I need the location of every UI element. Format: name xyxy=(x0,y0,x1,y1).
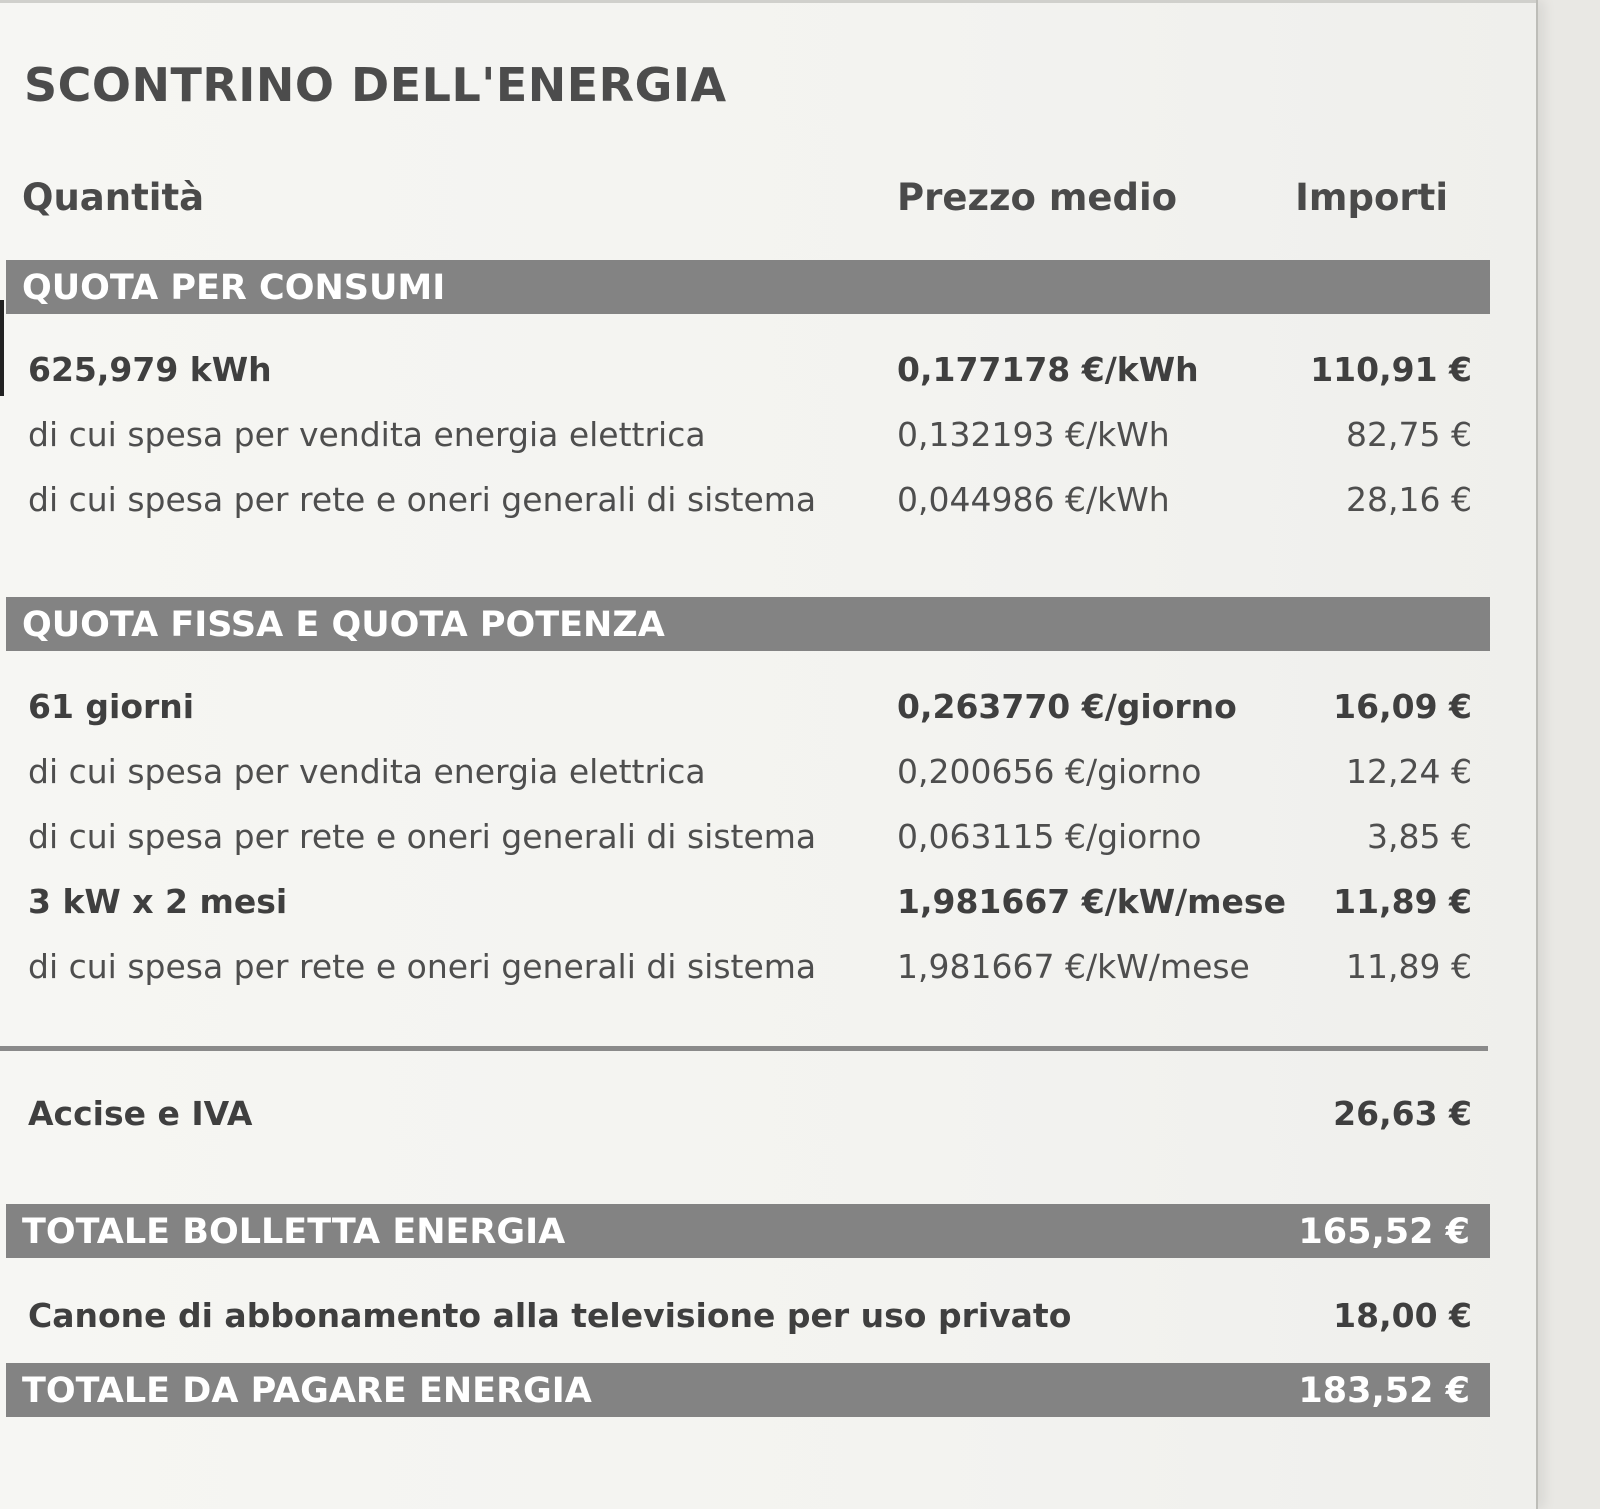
row-amount: 11,89 € xyxy=(1346,947,1472,986)
receipt-title: SCONTRINO DELL'ENERGIA xyxy=(24,58,727,112)
row-amount: 11,89 € xyxy=(1333,882,1472,921)
row-amount: 28,16 € xyxy=(1346,480,1472,519)
row-price: 1,981667 €/kW/mese xyxy=(897,882,1286,921)
column-header-price: Prezzo medio xyxy=(897,176,1178,219)
tv-fee-amount: 18,00 € xyxy=(1333,1296,1472,1335)
taxes-label: Accise e IVA xyxy=(28,1094,253,1133)
row-amount: 110,91 € xyxy=(1310,350,1472,389)
row-price: 0,200656 €/giorno xyxy=(897,752,1202,791)
table-row xyxy=(0,752,1536,802)
table-row xyxy=(0,947,1536,997)
row-label: di cui spesa per rete e oneri generali di sistema xyxy=(28,817,817,856)
taxes-amount: 26,63 € xyxy=(1333,1094,1472,1133)
row-price: 0,132193 €/kWh xyxy=(897,415,1170,454)
row-amount: 3,85 € xyxy=(1367,817,1472,856)
row-price: 0,063115 €/giorno xyxy=(897,817,1202,856)
tv-fee-label: Canone di abbonamento alla televisione per uso privato xyxy=(28,1296,1072,1335)
total-bill-bar xyxy=(6,1204,1490,1258)
total-due-amount: 183,52 € xyxy=(1298,1371,1470,1411)
total-bill-amount: 165,52 € xyxy=(1298,1212,1470,1252)
table-row xyxy=(0,817,1536,867)
total-due-bar xyxy=(6,1363,1490,1417)
row-amount: 12,24 € xyxy=(1346,752,1472,791)
row-amount: 82,75 € xyxy=(1346,415,1472,454)
row-price: 0,177178 €/kWh xyxy=(897,350,1199,389)
taxes-row xyxy=(0,1094,1536,1144)
row-label: di cui spesa per vendita energia elettrica xyxy=(28,752,706,791)
row-price: 0,044986 €/kWh xyxy=(897,480,1170,519)
section-bar-consumption xyxy=(6,260,1490,314)
section-title: QUOTA PER CONSUMI xyxy=(22,268,446,308)
column-header-quantity: Quantità xyxy=(22,176,205,219)
total-bill-label: TOTALE BOLLETTA ENERGIA xyxy=(22,1212,566,1252)
paper-top-edge xyxy=(0,0,1536,3)
table-row xyxy=(0,480,1536,530)
table-row xyxy=(0,687,1536,737)
row-label: 625,979 kWh xyxy=(28,350,272,389)
column-header-amount: Importi xyxy=(1295,176,1448,219)
total-due-label: TOTALE DA PAGARE ENERGIA xyxy=(22,1371,592,1411)
row-price: 1,981667 €/kW/mese xyxy=(897,947,1250,986)
row-label: 61 giorni xyxy=(28,687,195,726)
row-label: di cui spesa per vendita energia elettrica xyxy=(28,415,706,454)
tv-fee-row xyxy=(0,1296,1536,1346)
divider xyxy=(0,1046,1488,1051)
table-row xyxy=(0,415,1536,465)
table-row xyxy=(0,350,1536,400)
row-label: di cui spesa per rete e oneri generali di sistema xyxy=(28,947,817,986)
table-row xyxy=(0,882,1536,932)
section-bar-fixed-power xyxy=(6,597,1490,651)
row-amount: 16,09 € xyxy=(1333,687,1472,726)
row-price: 0,263770 €/giorno xyxy=(897,687,1237,726)
row-label: di cui spesa per rete e oneri generali di sistema xyxy=(28,480,817,519)
section-title: QUOTA FISSA E QUOTA POTENZA xyxy=(22,605,665,645)
row-label: 3 kW x 2 mesi xyxy=(28,882,288,921)
